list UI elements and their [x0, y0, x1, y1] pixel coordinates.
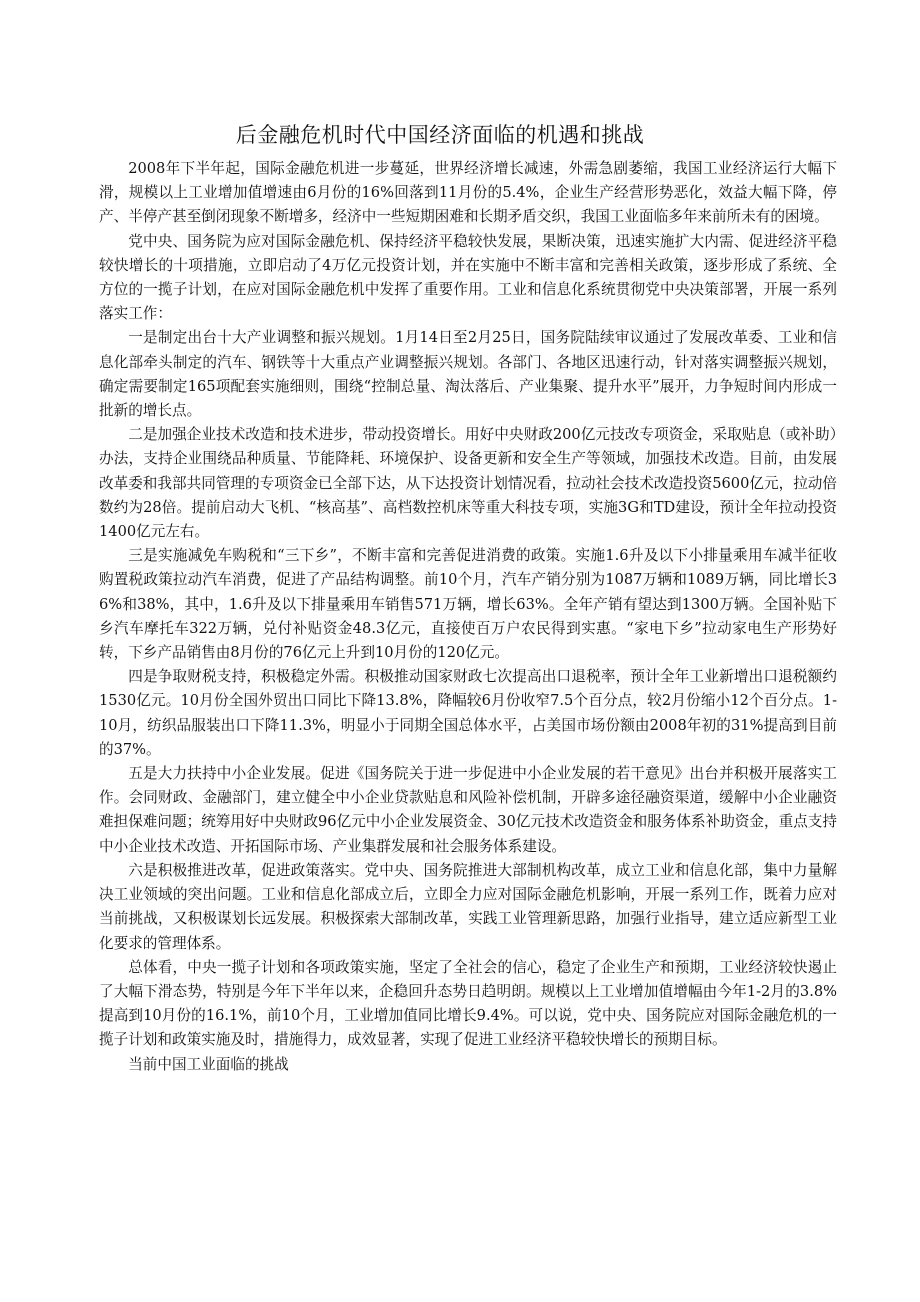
paragraph-measure-4: 四是争取财税支持，积极稳定外需。积极推动国家财政七次提高出口退税率，预计全年工业新增出口退税额约1530亿元。10月份全国外贸出口同比下降13.8%，降幅较6月份收窄7.5个百分点，较2月份缩小12个百分点。1-10月，纺织品服装出口下降11.3%，明显小于同期全国总体水平，占美国市场份额由2008年初的31%提高到目前的37%。	[99, 668, 837, 758]
paragraph-measure-5: 五是大力扶持中小企业发展。促进《国务院关于进一步促进中小企业发展的若干意见》出台并积极开展落实工作。会同财政、金融部门，建立健全中小企业贷款贴息和风险补偿机制，开辟多途径融资渠道，缓解中小企业融资难担保难问题；统筹用好中央财政96亿元中小企业发展资金、30亿元技术改造资金和服务体系补助资金，重点支持中小企业技术改造、开拓国际市场、产业集群发展和社会服务体系建设。	[99, 765, 837, 855]
paragraph-measure-2: 二是加强企业技术改造和技术进步，带动投资增长。用好中央财政200亿元技改专项资金，采取贴息（或补助）办法，支持企业围绕品种质量、节能降耗、环境保护、设备更新和安全生产等领域，加强技术改造。目前，由发展改革委和我部共同管理的专项资金已全部下达，从下达投资计划情况看，拉动社会技术改造投资5600亿元，拉动倍数约为28倍。提前启动大飞机、“核高基”、高档数控机床等重大科技专项，实施3G和TD建设，预计全年拉动投资1400亿元左右。	[99, 426, 837, 541]
paragraph-intro: 2008年下半年起，国际金融危机进一步蔓延，世界经济增长减速，外需急剧萎缩，我国工业经济运行大幅下滑，规模以上工业增加值增速由6月份的16%回落到11月份的5.4%，企业生产经营形势恶化，效益大幅下降，停产、半停产甚至倒闭现象不断增多，经济中一些短期困难和长期矛盾交织，我国工业面临多年来前所未有的困境。	[99, 160, 837, 226]
document-title: 后金融危机时代中国经济面临的机遇和挑战	[235, 123, 645, 147]
section-heading-challenges: 当前中国工业面临的挑战	[128, 1055, 289, 1073]
paragraph-measure-1: 一是制定出台十大产业调整和振兴规划。1月14日至2月25日，国务院陆续审议通过了发展改革委、工业和信息化部牵头制定的汽车、钢铁等十大重点产业调整振兴规划。各部门、各地区迅速行动，针对落实调整振兴规划，确定需要制定165项配套实施细则，围绕“控制总量、淘汰落后、产业集聚、提升水平”展开，力争短时间内形成一批新的增长点。	[99, 329, 837, 420]
paragraph-central-response: 党中央、国务院为应对国际金融危机、保持经济平稳较快发展，果断决策，迅速实施扩大内需、促进经济平稳较快增长的十项措施，立即启动了4万亿元投资计划，并在实施中不断丰富和完善相关政策，逐步形成了系统、全方位的一揽子计划，在应对国际金融危机中发挥了重要作用。工业和信息化系统贯彻党中央决策部署，开展一系列落实工作：	[99, 232, 837, 323]
paragraph-measure-3: 三是实施减免车购税和“三下乡”，不断丰富和完善促进消费的政策。实施1.6升及以下小排量乘用车减半征收购置税政策拉动汽车消费，促进了产品结构调整。前10个月，汽车产销分别为1087万辆和1089万辆，同比增长36%和38%，其中，1.6升及以下排量乘用车销售571万辆，增长63%。全年产销有望达到1300万辆。全国补贴下乡汽车摩托车322万辆，兑付补贴资金48.3亿元，直接使百万户农民得到实惠。“家电下乡”拉动家电生产形势好转，下乡产品销售由8月份的76亿元上升到10月份的120亿元。	[99, 547, 837, 662]
paragraph-measure-6: 六是积极推进改革，促进政策落实。党中央、国务院推进大部制机构改革，成立工业和信息化部，集中力量解决工业领域的突出问题。工业和信息化部成立后，立即全力应对国际金融危机影响，开展一系列工作，既着力应对当前挑战，又积极谋划长远发展。积极探索大部制改革，实践工业管理新思路，加强行业指导，建立适应新型工业化要求的管理体系。	[99, 861, 837, 952]
document-body	[99, 157, 837, 1077]
paragraph-summary: 总体看，中央一揽子计划和各项政策实施，坚定了全社会的信心，稳定了企业生产和预期，工业经济较快遏止了大幅下滑态势，特别是今年下半年以来，企稳回升态势日趋明朗。规模以上工业增加值增幅由今年1-2月的3.8%提高到10月份的16.1%，前10个月，工业增加值同比增长9.4%。可以说，党中央、国务院应对国际金融危机的一揽子计划和政策实施及时，措施得力，成效显著，实现了促进工业经济平稳较快增长的预期目标。	[99, 958, 837, 1049]
